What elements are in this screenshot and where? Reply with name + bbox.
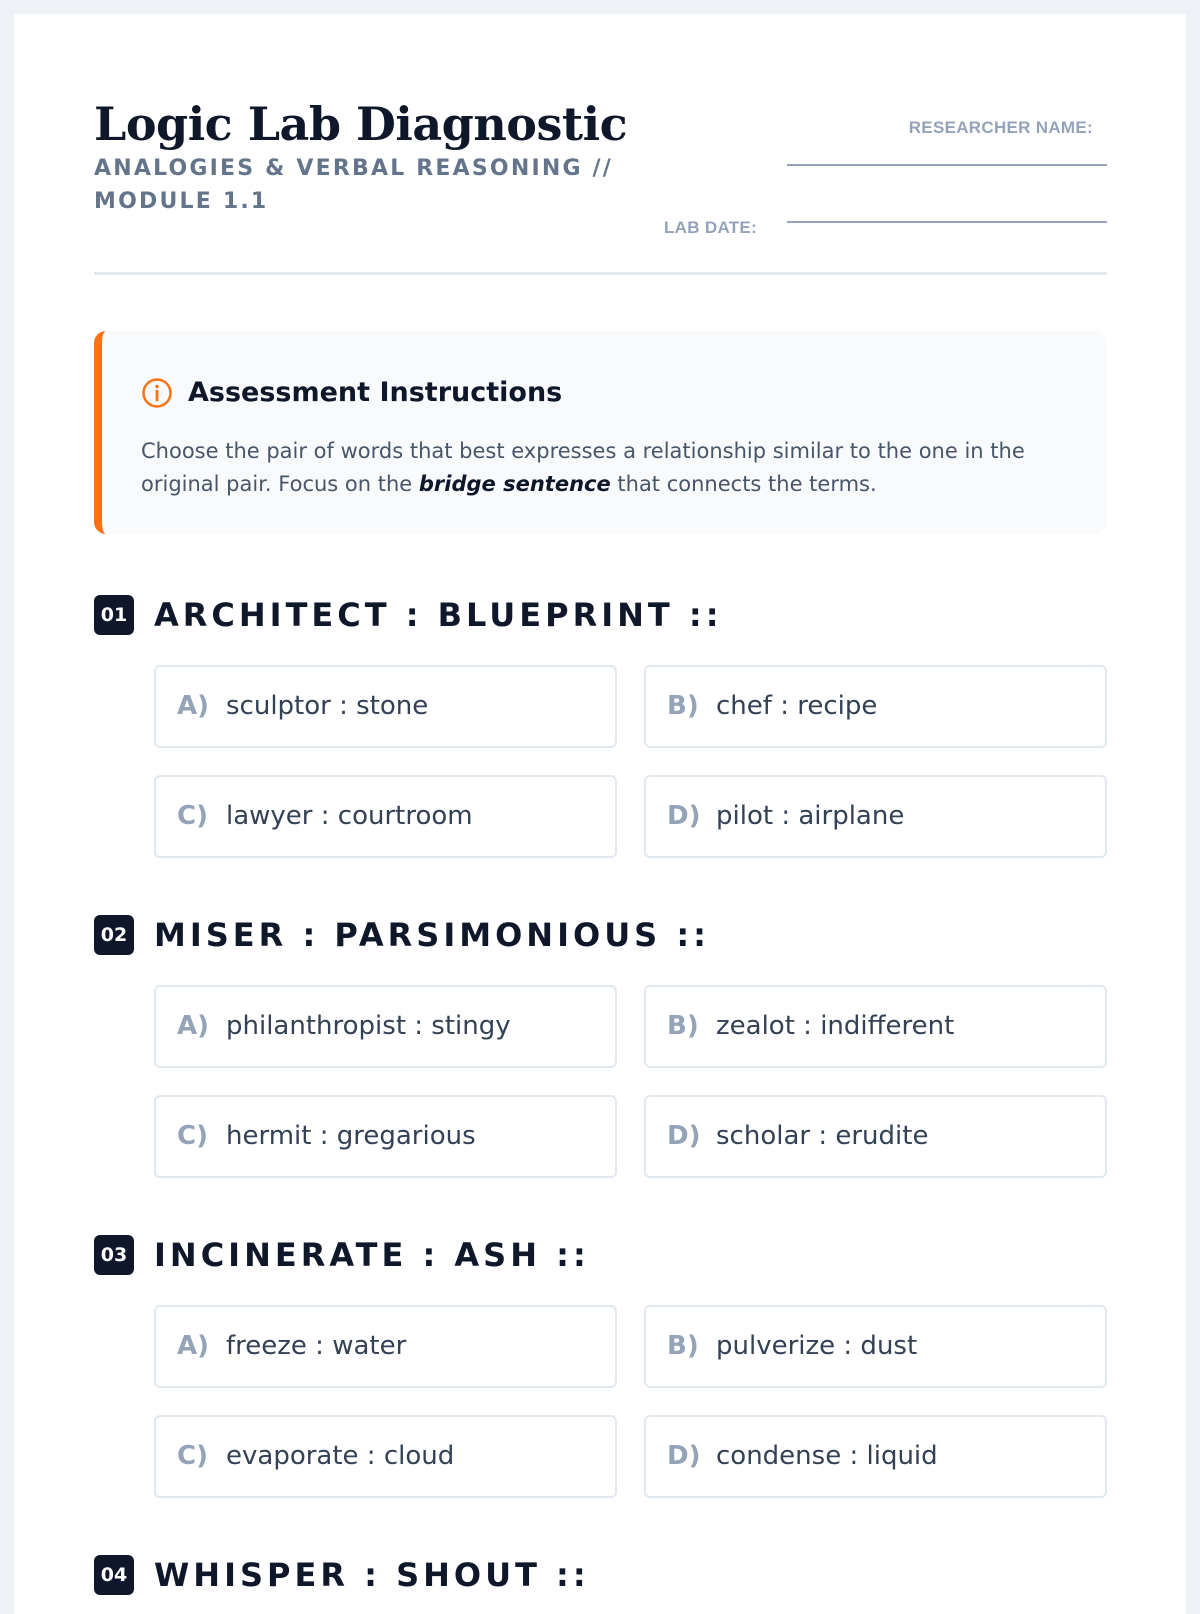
option-text: evaporate : cloud [226,1441,455,1471]
page-title: Logic Lab Diagnostic [94,97,628,151]
worksheet-page [14,14,1186,1614]
option-letter: D) [667,801,701,831]
header-divider [94,272,1107,275]
option-letter: A) [177,1011,210,1041]
option-text: pilot : airplane [716,801,905,831]
question-number-badge: 04 [94,1555,134,1595]
question-prompt: ARCHITECT : BLUEPRINT :: [154,596,723,634]
option-text: scholar : erudite [716,1121,929,1151]
researcher-name-field[interactable] [787,164,1107,166]
option-b[interactable] [644,1305,1107,1388]
option-text: condense : liquid [716,1441,938,1471]
option-text: pulverize : dust [716,1331,918,1361]
lab-date-field[interactable] [787,221,1107,223]
option-d[interactable] [644,775,1107,858]
instructions-text-start: Choose the pair of words that best expresses a relationship similar to the one in the original pair. Focus on the [141,439,1025,496]
option-c[interactable] [154,1095,617,1178]
option-letter: A) [177,691,210,721]
instructions-text [141,435,1071,501]
question-prompt: MISER : PARSIMONIOUS :: [154,916,710,954]
instructions-panel [94,331,1107,534]
info-icon [141,377,173,409]
option-text: chef : recipe [716,691,878,721]
option-a[interactable] [154,985,617,1068]
page-subtitle: ANALOGIES & VERBAL REASONING // MODULE 1.1 [94,156,614,214]
option-c[interactable] [154,1415,617,1498]
option-text: zealot : indifferent [716,1011,955,1041]
option-text: freeze : water [226,1331,407,1361]
question-prompt: WHISPER : SHOUT :: [154,1556,590,1594]
option-text: philanthropist : stingy [226,1011,511,1041]
option-letter: C) [177,801,208,831]
option-text: lawyer : courtroom [226,801,473,831]
question-number-badge: 03 [94,1235,134,1275]
option-b[interactable] [644,665,1107,748]
option-d[interactable] [644,1415,1107,1498]
option-letter: C) [177,1121,208,1151]
question-prompt: INCINERATE : ASH :: [154,1236,590,1274]
option-d[interactable] [644,1095,1107,1178]
instructions-emphasis: bridge sentence [418,472,611,496]
option-letter: C) [177,1441,208,1471]
option-b[interactable] [644,985,1107,1068]
option-letter: D) [667,1121,701,1151]
option-text: sculptor : stone [226,691,429,721]
question-number-badge: 02 [94,915,134,955]
option-letter: B) [667,1331,699,1361]
option-a[interactable] [154,665,617,748]
option-a[interactable] [154,1305,617,1388]
option-letter: A) [177,1331,210,1361]
option-c[interactable] [154,775,617,858]
instructions-title: Assessment Instructions [188,377,563,408]
researcher-name-label: RESEARCHER NAME: [908,118,1093,137]
question-number-badge: 01 [94,595,134,635]
option-letter: D) [667,1441,701,1471]
option-text: hermit : gregarious [226,1121,476,1151]
lab-date-label: LAB DATE: [664,218,758,237]
option-letter: B) [667,1011,699,1041]
option-letter: B) [667,691,699,721]
worksheet-content [94,14,1107,1600]
instructions-text-end: that connects the terms. [610,472,877,496]
